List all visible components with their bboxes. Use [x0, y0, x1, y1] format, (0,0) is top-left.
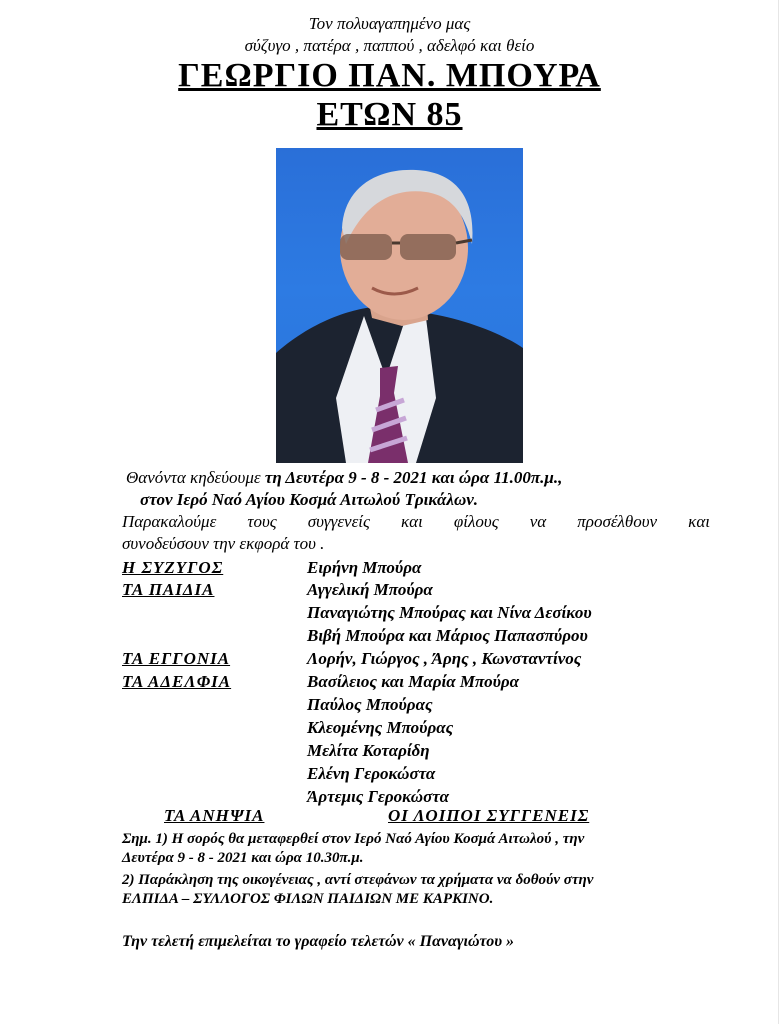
role-spouse: Η ΣΥΖΥΓΟΣ	[122, 558, 224, 577]
portrait-illustration	[276, 148, 523, 463]
funeral-home-credit: Την τελετή επιμελείται το γραφείο τελετών « Παναγιώτου »	[122, 933, 515, 950]
member-sibling-6: Άρτεμις Γεροκώστα	[307, 787, 449, 806]
nephews-nieces: ΤΑ ΑΝΗΨΙΑ	[164, 806, 265, 825]
deceased-name: ΓΕΩΡΓΙΟ ΠΑΝ. ΜΠΟΥΡΑ	[178, 57, 601, 94]
announcement-line-3: Παρακαλούμε τους συγγενείς και φίλους να προσέλθουν και	[122, 512, 710, 531]
announcement-intro: Θανόντα κηδεύουμε	[126, 468, 261, 487]
note-1-line-1: Σημ. 1) Η σορός θα μεταφερθεί στον Ιερό Ναό Αγίου Κοσμά Αιτωλού , την	[122, 831, 585, 847]
deceased-age: ΕΤΩΝ 85	[316, 96, 463, 133]
other-relatives: ΟΙ ΛΟΙΠΟΙ ΣΥΓΓΕΝΕΙΣ	[388, 806, 590, 825]
intro-line-2: σύζυγο , πατέρα , παππού , αδελφό και θείο	[244, 36, 535, 55]
member-spouse-1: Ειρήνη Μπούρα	[307, 558, 422, 577]
member-sibling-2: Παύλος Μπούρας	[307, 695, 433, 714]
member-child-1: Αγγελική Μπούρα	[307, 580, 433, 599]
member-child-3: Βιβή Μπούρα και Μάριος Παπασπύρου	[307, 626, 588, 645]
member-child-2: Παναγιώτης Μπούρας και Νίνα Δεσίκου	[307, 603, 592, 622]
church-location: στον Ιερό Ναό Αγίου Κοσμά Αιτωλού Τρικάλων.	[140, 490, 479, 509]
member-sibling-3: Κλεομένης Μπούρας	[307, 718, 454, 737]
note-2-line-2: ΕΛΠΙΔΑ – ΣΥΛΛΟΓΟΣ ΦΙΛΩΝ ΠΑΙΔΙΩΝ ΜΕ ΚΑΡΚΙΝΟ.	[122, 891, 494, 907]
note-2-line-1: 2) Παράκληση της οικογένειας , αντί στεφάνων τα χρήματα να δοθούν στην	[122, 872, 594, 888]
role-grandchildren: ΤΑ ΕΓΓΟΝΙΑ	[122, 649, 231, 668]
member-sibling-5: Ελένη Γεροκώστα	[307, 764, 436, 783]
member-sibling-1: Βασίλειος και Μαρία Μπούρα	[307, 672, 520, 691]
role-siblings: ΤΑ ΑΔΕΛΦΙΑ	[122, 672, 232, 691]
intro-line-1: Τον πολυαγαπημένο μας	[308, 14, 471, 33]
member-grandchildren: Λορήν, Γιώργος , Άρης , Κωνσταντίνος	[307, 649, 582, 668]
member-sibling-4: Μελίτα Κοταρίδη	[307, 741, 430, 760]
note-1-line-2: Δευτέρα 9 - 8 - 2021 και ώρα 10.30π.μ.	[122, 850, 364, 866]
role-children: ΤΑ ΠΑΙΔΙΑ	[122, 580, 215, 599]
announcement-line-4: συνοδεύσουν την εκφορά του .	[122, 534, 325, 553]
portrait-photo	[276, 148, 523, 463]
announcement-line-1	[126, 468, 562, 488]
funeral-date-time: τη Δευτέρα 9 - 8 - 2021 και ώρα 11.00π.μ.,	[264, 468, 563, 487]
